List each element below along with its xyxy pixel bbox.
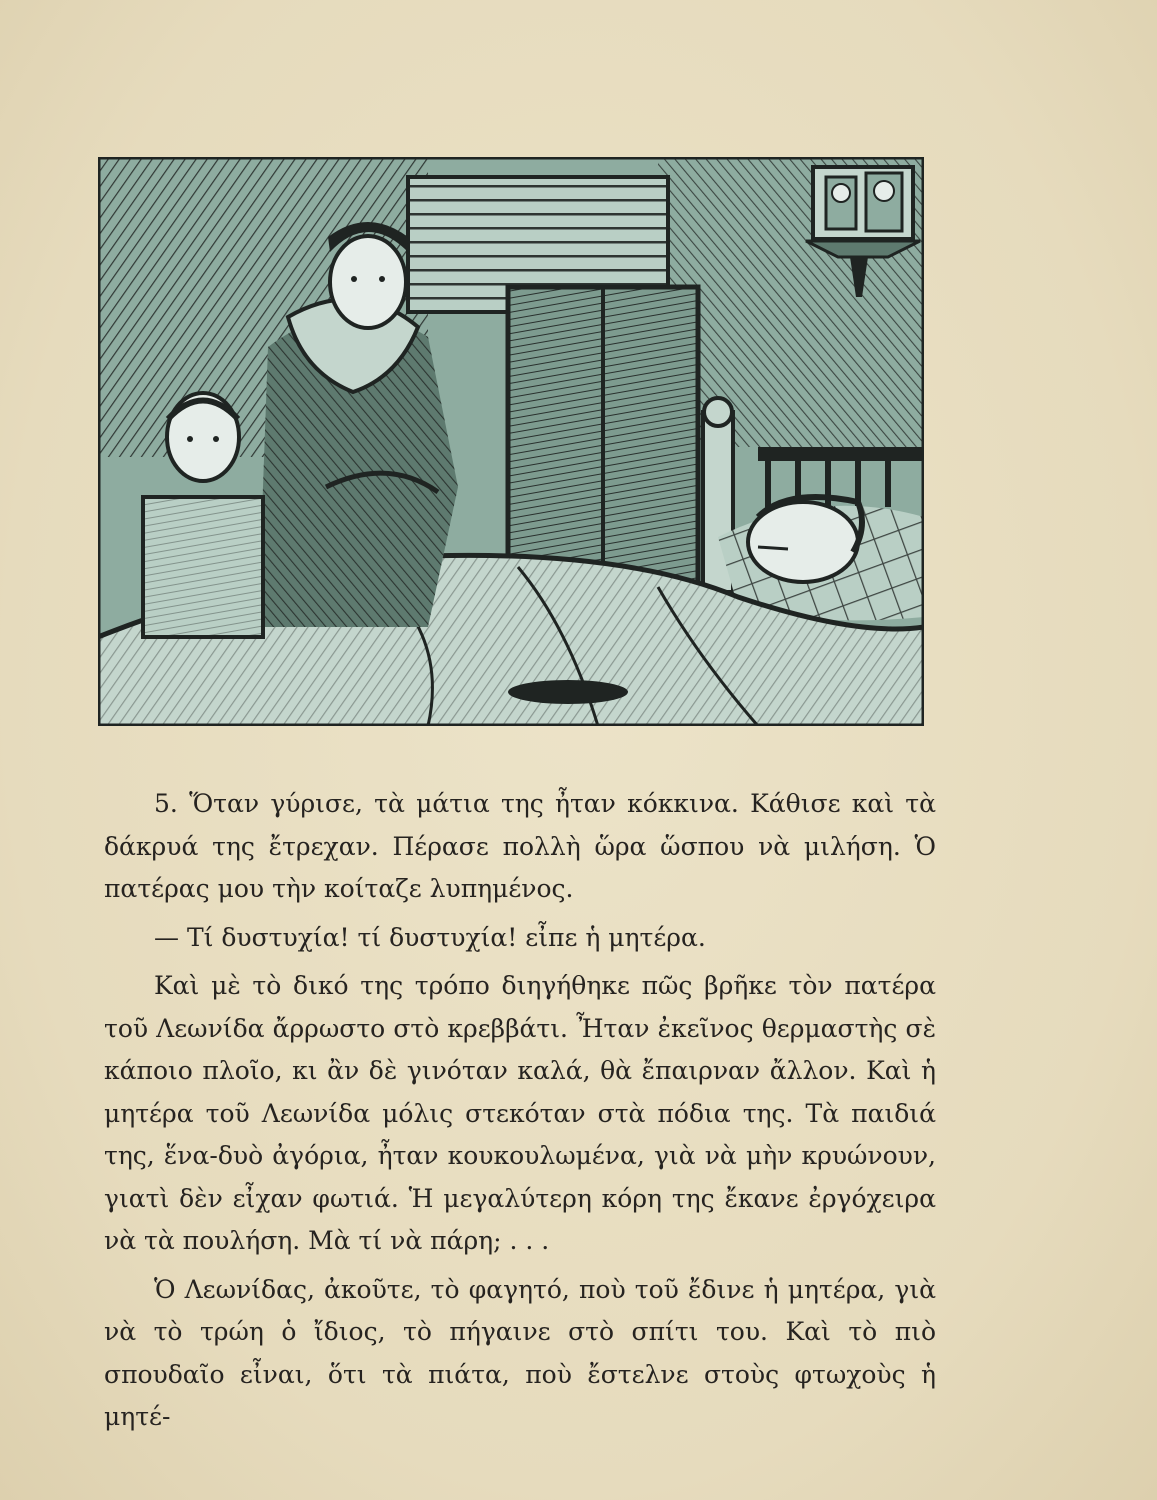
paragraph-dialogue: — Τί δυστυχία! τί δυστυχία! εἶπε ἡ μητέρα. xyxy=(154,922,706,952)
paragraph-5: 5. Ὅταν γύρισε, τὰ μάτια της ἦταν κόκκινα. Κάθισε καὶ τὰ δάκρυά της ἔτρεχαν. Πέρασε πολλὴ ὥρα ὥσπου νὰ μιλήση. Ὁ πατέρας μου τὴν κοίταζε λυπημένος. xyxy=(104,789,936,903)
wardrobe xyxy=(508,287,698,597)
paragraph-leonidas: Ὁ Λεωνίδας, ἀκοῦτε, τὸ φαγητό, ποὺ τοῦ ἔδινε ἡ μητέρα, γιὰ νὰ τὸ τρώη ὁ ἴδιος, τὸ πήγαινε στὸ σπίτι του. Καὶ τὸ πιὸ σπουδαῖο εἶναι, ὅτι τὰ πιάτα, ποὺ ἔστελνε στοὺς φτωχοὺς ἡ μητέ- xyxy=(104,1274,936,1431)
illustration-sickbed-scene xyxy=(98,157,924,726)
paragraph-story: Καὶ μὲ τὸ δικό της τρόπο διηγήθηκε πῶς βρῆκε τὸν πατέρα τοῦ Λεωνίδα ἄρρωστο στὸ κρεββάτι. Ἦταν ἐκεῖνος θερμαστὴς σὲ κάποιο πλοῖο, κι ἂν δὲ γινόταν καλά, θὰ ἔπαιρναν ἄλλον. Καὶ ἡ μητέρα τοῦ Λεωνίδα μόλις στεκόταν στὰ πόδια της. Τὰ παιδιά της, ἕνα-δυὸ ἀγόρια, ἦταν κουκουλωμένα, γιὰ νὰ μὴν κρυώνουν, γιατὶ δὲν εἶχαν φωτιά. Ἡ μεγαλύτερη κόρη της ἔκανε ἐργόχειρα νὰ τὰ πουλήση. Μὰ τί νὰ πάρη; . . . xyxy=(104,971,936,1255)
body-text xyxy=(104,783,936,1439)
